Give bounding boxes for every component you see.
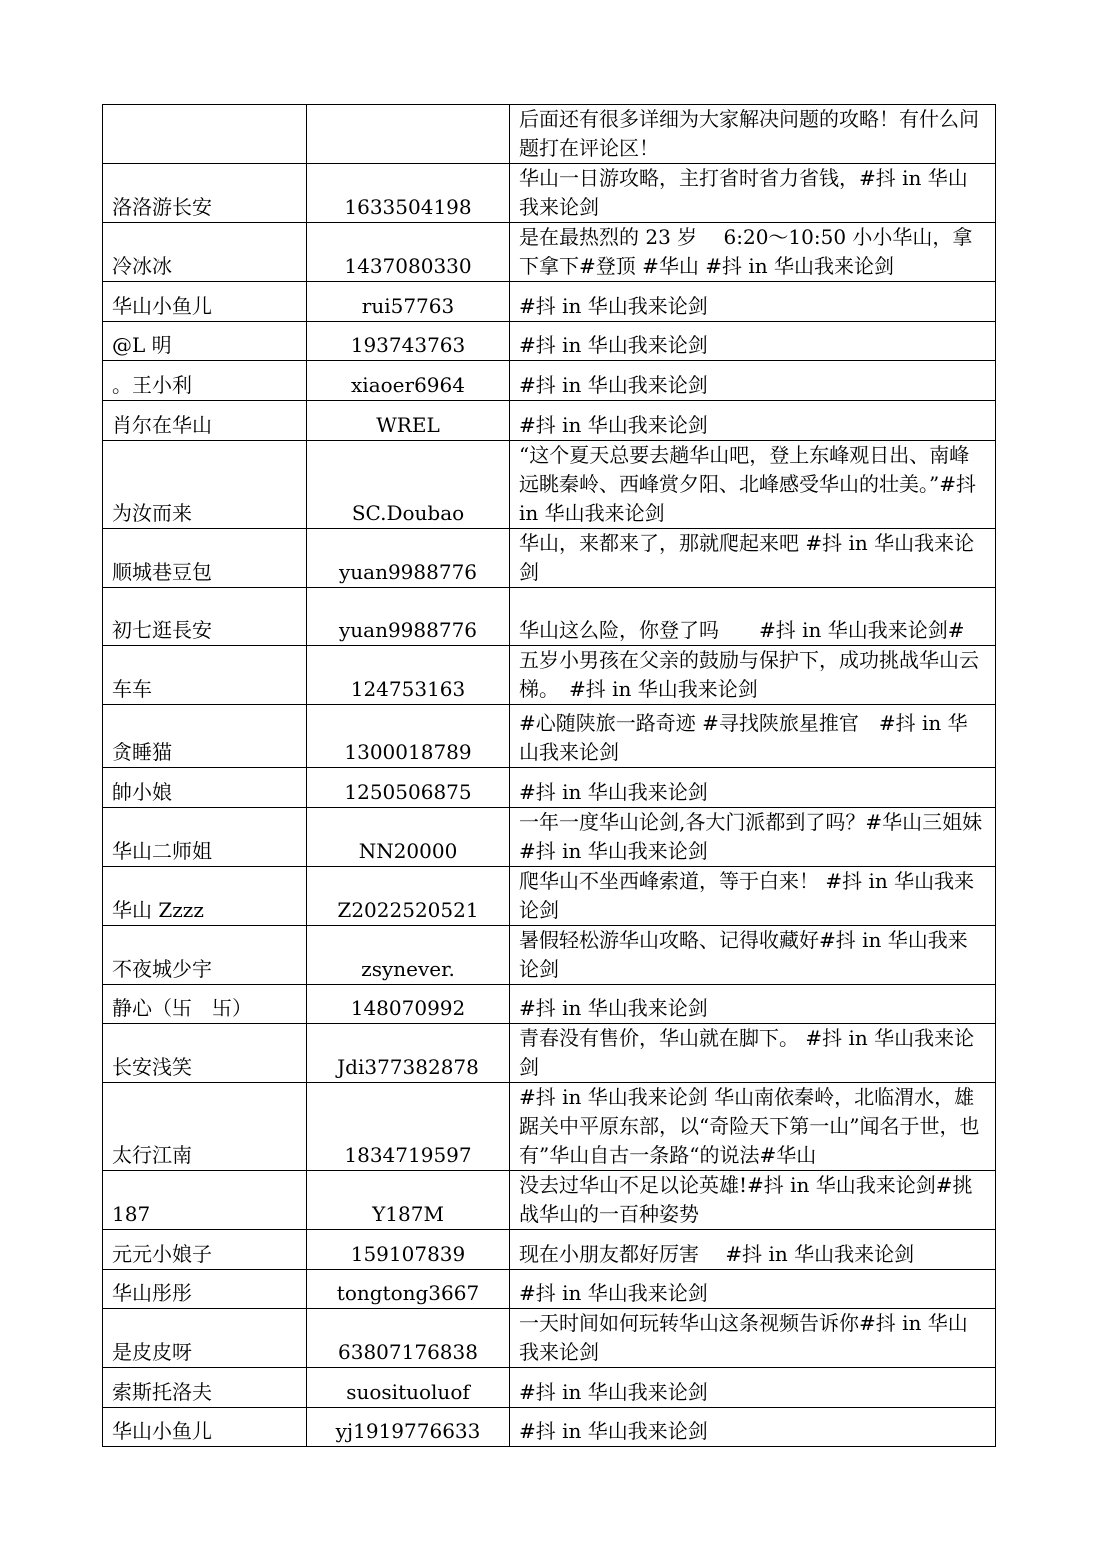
row-text-cell: 华山这么险，你登了吗 #抖 in 华山我来论剑# bbox=[510, 588, 996, 646]
table-row bbox=[103, 529, 996, 588]
table-row bbox=[103, 1171, 996, 1230]
table-row bbox=[103, 1083, 996, 1171]
row-text-cell: 华山，来都来了，那就爬起来吧 #抖 in 华山我来论剑 bbox=[510, 529, 996, 588]
row-id-cell: Jdi377382878 bbox=[307, 1024, 510, 1083]
row-text-cell: 五岁小男孩在父亲的鼓励与保护下，成功挑战华山云梯。 #抖 in 华山我来论剑 bbox=[510, 646, 996, 705]
table-row bbox=[103, 867, 996, 926]
row-text-cell: 一天时间如何玩转华山这条视频告诉你#抖 in 华山我来论剑 bbox=[510, 1309, 996, 1368]
row-name-cell: 华山小鱼儿 bbox=[103, 282, 307, 322]
row-id-cell: tongtong3667 bbox=[307, 1270, 510, 1309]
row-id-cell: 1834719597 bbox=[307, 1083, 510, 1171]
row-name-cell: 华山二师姐 bbox=[103, 808, 307, 867]
row-id-cell: zsynever. bbox=[307, 926, 510, 985]
row-id-cell: yj1919776633 bbox=[307, 1408, 510, 1447]
table-body bbox=[103, 105, 996, 1447]
table-row bbox=[103, 361, 996, 401]
row-id-cell: 1437080330 bbox=[307, 223, 510, 282]
row-text-cell: 是在最热烈的 23 岁 6:20～10:50 小小华山，拿下拿下#登顶 #华山 #抖 in 华山我来论剑 bbox=[510, 223, 996, 282]
row-id-cell: 124753163 bbox=[307, 646, 510, 705]
row-id-cell: Z2022520521 bbox=[307, 867, 510, 926]
table-row bbox=[103, 768, 996, 808]
row-id-cell: 1250506875 bbox=[307, 768, 510, 808]
row-name-cell: 。王小利 bbox=[103, 361, 307, 401]
row-text-cell: “这个夏天总要去趟华山吧，登上东峰观日出、南峰远眺秦岭、西峰赏夕阳、北峰感受华山的壮美。”#抖 in 华山我来论剑 bbox=[510, 441, 996, 529]
row-name-cell: 不夜城少宇 bbox=[103, 926, 307, 985]
row-name-cell: 华山 Zzzz bbox=[103, 867, 307, 926]
row-id-cell: yuan9988776 bbox=[307, 529, 510, 588]
row-text-cell: 现在小朋友都好厉害 #抖 in 华山我来论剑 bbox=[510, 1230, 996, 1270]
row-name-cell: 车车 bbox=[103, 646, 307, 705]
table-row bbox=[103, 105, 996, 164]
table-row bbox=[103, 1230, 996, 1270]
row-id-cell: xiaoer6964 bbox=[307, 361, 510, 401]
row-text-cell: #抖 in 华山我来论剑 bbox=[510, 1368, 996, 1408]
row-name-cell: 冷冰冰 bbox=[103, 223, 307, 282]
table-row bbox=[103, 441, 996, 529]
row-name-cell: 华山彤彤 bbox=[103, 1270, 307, 1309]
table-row bbox=[103, 588, 996, 646]
row-name-cell: 贪睡猫 bbox=[103, 705, 307, 768]
row-name-cell: 初七逛長安 bbox=[103, 588, 307, 646]
table-row bbox=[103, 808, 996, 867]
row-name-cell: 华山小鱼儿 bbox=[103, 1408, 307, 1447]
row-name-cell: 静心（卐 卐） bbox=[103, 985, 307, 1024]
table-row bbox=[103, 1408, 996, 1447]
row-id-cell: Y187M bbox=[307, 1171, 510, 1230]
row-id-cell: yuan9988776 bbox=[307, 588, 510, 646]
row-id-cell: 193743763 bbox=[307, 322, 510, 361]
row-name-cell: 太行江南 bbox=[103, 1083, 307, 1171]
row-id-cell: WREL bbox=[307, 401, 510, 441]
table-row bbox=[103, 1368, 996, 1408]
table-row bbox=[103, 646, 996, 705]
row-name-cell: 是皮皮呀 bbox=[103, 1309, 307, 1368]
row-text-cell: 华山一日游攻略，主打省时省力省钱，#抖 in 华山我来论剑 bbox=[510, 164, 996, 223]
table-row bbox=[103, 164, 996, 223]
row-text-cell: #抖 in 华山我来论剑 bbox=[510, 282, 996, 322]
row-text-cell: #抖 in 华山我来论剑 bbox=[510, 361, 996, 401]
row-text-cell: 一年一度华山论剑,各大门派都到了吗？#华山三姐妹 #抖 in 华山我来论剑 bbox=[510, 808, 996, 867]
row-text-cell: 暑假轻松游华山攻略、记得收藏好#抖 in 华山我来论剑 bbox=[510, 926, 996, 985]
table-row bbox=[103, 282, 996, 322]
table-row bbox=[103, 985, 996, 1024]
row-id-cell: suosituoluof bbox=[307, 1368, 510, 1408]
row-id-cell: 63807176838 bbox=[307, 1309, 510, 1368]
row-text-cell: #抖 in 华山我来论剑 bbox=[510, 985, 996, 1024]
row-text-cell: 没去过华山不足以论英雄!#抖 in 华山我来论剑#挑战华山的一百种姿势 bbox=[510, 1171, 996, 1230]
row-name-cell: 肖尔在华山 bbox=[103, 401, 307, 441]
row-id-cell: rui57763 bbox=[307, 282, 510, 322]
row-text-cell: #心随陕旅一路奇迹 #寻找陕旅星推官 #抖 in 华山我来论剑 bbox=[510, 705, 996, 768]
table-row bbox=[103, 705, 996, 768]
table-row bbox=[103, 223, 996, 282]
table-row bbox=[103, 926, 996, 985]
table-row bbox=[103, 1270, 996, 1309]
row-text-cell: #抖 in 华山我来论剑 bbox=[510, 401, 996, 441]
row-text-cell: #抖 in 华山我来论剑 bbox=[510, 1408, 996, 1447]
row-id-cell: 1633504198 bbox=[307, 164, 510, 223]
table-row bbox=[103, 1024, 996, 1083]
row-text-cell: #抖 in 华山我来论剑 bbox=[510, 1270, 996, 1309]
table-row bbox=[103, 322, 996, 361]
row-id-cell: 148070992 bbox=[307, 985, 510, 1024]
row-text-cell: #抖 in 华山我来论剑 bbox=[510, 768, 996, 808]
row-name-cell: 顺城巷豆包 bbox=[103, 529, 307, 588]
row-id-cell: SC.Doubao bbox=[307, 441, 510, 529]
row-text-cell: 爬华山不坐西峰索道，等于白来！ #抖 in 华山我来论剑 bbox=[510, 867, 996, 926]
row-name-cell: 长安浅笑 bbox=[103, 1024, 307, 1083]
row-text-cell: #抖 in 华山我来论剑 华山南依秦岭，北临渭水，雄踞关中平原东部，以“奇险天下第一山”闻名于世，也有”华山自古一条路“的说法#华山 bbox=[510, 1083, 996, 1171]
row-name-cell: 索斯托洛夫 bbox=[103, 1368, 307, 1408]
row-name-cell: 187 bbox=[103, 1171, 307, 1230]
row-name-cell: 元元小娘子 bbox=[103, 1230, 307, 1270]
row-id-cell: 1300018789 bbox=[307, 705, 510, 768]
row-name-cell: @L 明 bbox=[103, 322, 307, 361]
row-name-cell: 为汝而来 bbox=[103, 441, 307, 529]
row-id-cell: 159107839 bbox=[307, 1230, 510, 1270]
row-text-cell: 青春没有售价，华山就在脚下。 #抖 in 华山我来论剑 bbox=[510, 1024, 996, 1083]
row-name-cell: 洛洛游长安 bbox=[103, 164, 307, 223]
row-name-cell bbox=[103, 105, 307, 164]
row-text-cell: 后面还有很多详细为大家解决问题的攻略！有什么问题打在评论区！ bbox=[510, 105, 996, 164]
posts-table bbox=[102, 104, 996, 1447]
table-row bbox=[103, 401, 996, 441]
row-id-cell: NN20000 bbox=[307, 808, 510, 867]
table-row bbox=[103, 1309, 996, 1368]
row-name-cell: 帥小娘 bbox=[103, 768, 307, 808]
row-text-cell: #抖 in 华山我来论剑 bbox=[510, 322, 996, 361]
row-id-cell bbox=[307, 105, 510, 164]
